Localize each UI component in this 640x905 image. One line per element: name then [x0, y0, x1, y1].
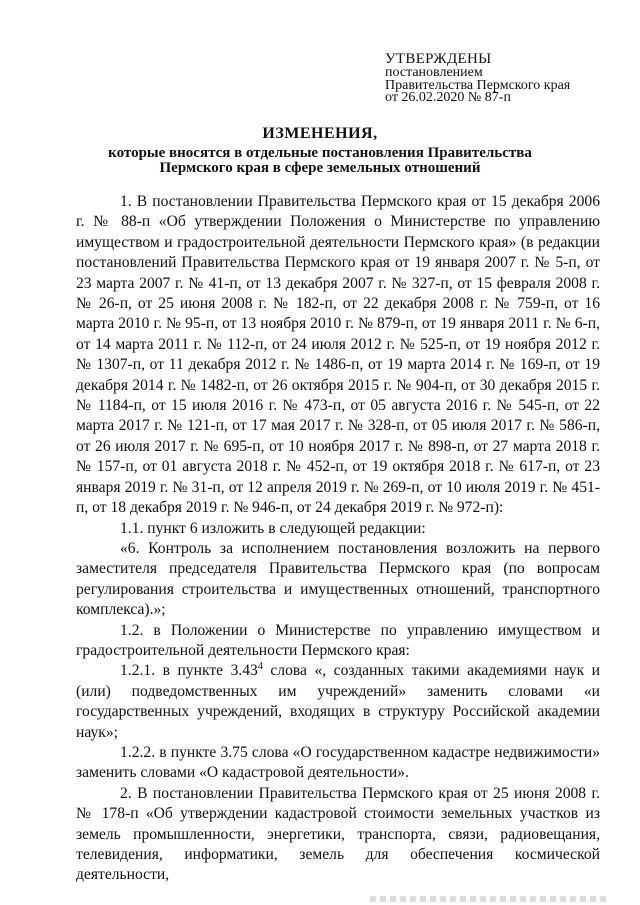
document-body — [76, 192, 600, 886]
paragraph-1: 1. В постановлении Правительства Пермского края от 15 декабря 2006 г. № 88-п «Об утверждении Положения о Министерстве по управлению имуществом и градостроительной деятельности Пермского края» (в редакции постановлений Правительства Пермского края от 19 января 2007 г. № 5-п, от 23 марта 2007 г. № 41-п, от 13 декабря 2007 г. № 327-п, от 15 февраля 2008 г. № 26-п, от 25 июня 2008 г. № 182-п, от 22 декабря 2008 г. № 759-п, от 16 марта 2010 г. № 95-п, от 13 ноября 2010 г. № 879-п, от 19 января 2011 г. № 6-п, от 14 марта 2011 г. № 112-п, от 24 июля 2012 г. № 525-п, от 19 ноября 2012 г. № 1307-п, от 11 декабря 2012 г. № 1486-п, от 19 марта 2014 г. № 169-п, от 19 декабря 2014 г. № 1482-п, от 26 октября 2015 г. № 904-п, от 30 декабря 2015 г. № 1184-п, от 15 июля 2016 г. № 473-п, от 05 августа 2016 г. № 545-п, от 22 марта 2017 г. № 121-п, от 17 мая 2017 г. № 328-п, от 05 июля 2017 г. № 586-п, от 26 июля 2017 г. № 695-п, от 10 ноября 2017 г. № 898-п, от 27 марта 2018 г. № 157-п, от 01 августа 2018 г. № 452-п, от 19 октября 2018 г. № 617-п, от 23 января 2019 г. № 31-п, от 12 апреля 2019 г. № 269-п, от 10 июля 2019 г. № 451-п, от 18 декабря 2019 г. № 946-п, от 24 декабря 2019 г. № 972-п): — [76, 193, 600, 517]
document-title: ИЗМЕНЕНИЯ, — [262, 125, 378, 142]
approval-line: Правительства Пермского края — [385, 77, 571, 93]
paragraph-1-2-1-start: 1.2.1. в пункте 3.43 — [120, 662, 258, 680]
paragraph-2: 2. В постановлении Правительства Пермского края от 25 июня 2008 г. № 178-п «Об утверждении кадастровой стоимости земельных участков из земель промышленности, энергетики, транспорта, связи, радиовещания, телевидения, информатики, земель для обеспечения космической деятельности, — [76, 784, 600, 884]
paragraph-1-2-2: 1.2.2. в пункте 3.75 слова «О государственном кадастре недвижимости» заменить словами «О кадастровой деятельности». — [76, 743, 600, 782]
paragraph-1-2: 1.2. в Положении о Министерстве по управлению имуществом и градостроительной деятельности Пермского края: — [76, 621, 600, 659]
page-footer-faint-text — [370, 896, 610, 902]
paragraph-1-2-1-rest: слова «, созданных такими академиями наук и (или) подведомственных им учреждений» заменить словами «и государственных учреждений, входящих в структуру Российской академии наук»; — [76, 662, 600, 741]
approval-date: от 26.02.2020 № 87-п — [385, 90, 511, 105]
approval-stamp — [385, 52, 625, 105]
paragraph-1-1: 1.1. пункт 6 изложить в следующей редакции: — [120, 519, 426, 537]
paragraph-1-2-1 — [76, 661, 600, 743]
document-subtitle-line-1: которые вносятся в отдельные постановления Правительства — [108, 145, 532, 161]
document-subtitle-line-2: Пермского края в сфере земельных отношений — [159, 160, 481, 176]
approval-line: постановлением — [385, 65, 483, 80]
paragraph-quote-6: «6. Контроль за исполнением постановления возложить на первого заместителя председателя Правительства Пермского края (по вопросам регулирования строительства и имущественных отношений, транспортного комплекса).»; — [76, 539, 600, 619]
superscript-4: 4 — [257, 661, 263, 673]
approval-title: УТВЕРЖДЕНЫ — [385, 51, 492, 67]
